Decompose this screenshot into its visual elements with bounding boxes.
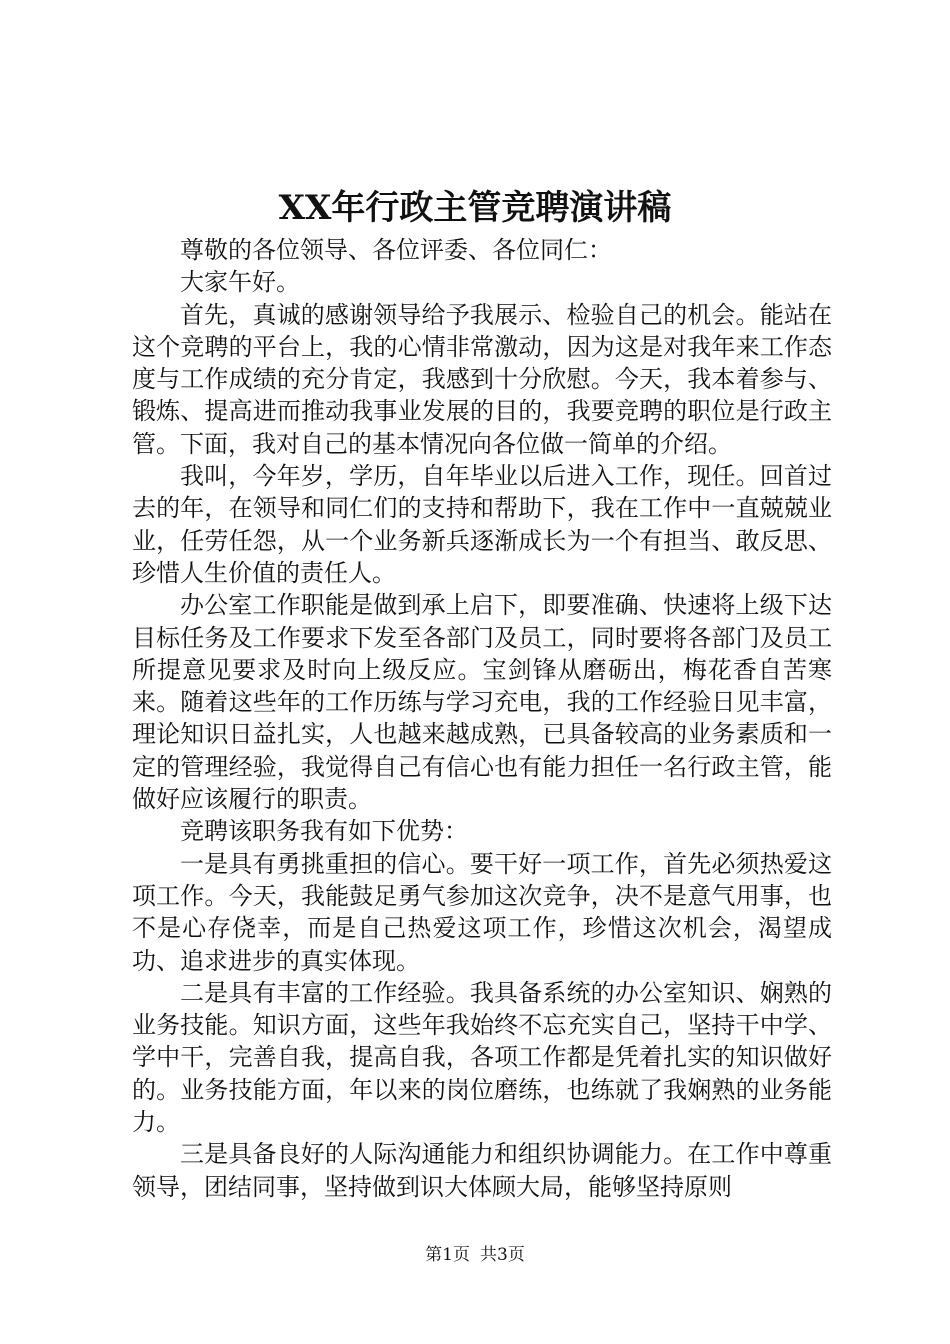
paragraph-advantages-intro: 竞聘该职务我有如下优势： xyxy=(180,817,468,846)
paragraph-advantage-one: 一是具有勇挑重担的信心。要干好一项工作，首先必须热爱这项工作。今天，我能鼓足勇气参加这次竞争，决不是意气用事，也不是心存侥幸，而是自己热爱这项工作，珍惜这次机会，渴望成功、追求进步的真实体现。 xyxy=(132,849,832,975)
paragraph-advantage-three: 三是具备良好的人际沟通能力和组织协调能力。在工作中尊重领导，团结同事，坚持做到识大体顾大局，能够坚持原则 xyxy=(132,1140,832,1201)
paragraph-office-duties: 办公室工作职能是做到承上启下，即要准确、快速将上级下达目标任务及工作要求下发至各部门及员工，同时要将各部门及员工所提意见要求及时向上级反应。宝剑锋从磨砺出，梅花香自苦寒来。随着这些年的工作历练与学习充电，我的工作经验日见丰富，理论知识日益扎实，人也越来越成熟，已具备较高的业务素质和一定的管理经验，我觉得自己有信心也有能力担任一名行政主管，能做好应该履行的职责。 xyxy=(132,591,832,814)
page-footer xyxy=(0,1243,950,1267)
paragraph-opening: 首先，真诚的感谢领导给予我展示、检验自己的机会。能站在这个竞聘的平台上，我的心情非常激动，因为这是对我年来工作态度与工作成绩的充分肯定，我感到十分欣慰。今天，我本着参与、锻炼、提高进而推动我事业发展的目的，我要竞聘的职位是行政主管。下面，我对自己的基本情况向各位做一简单的介绍。 xyxy=(132,300,832,458)
paragraph-greeting: 大家午好。 xyxy=(180,268,300,297)
page-total: 共3页 xyxy=(480,1245,525,1265)
document-body xyxy=(132,234,832,1203)
paragraph-salutation: 尊敬的各位领导、各位评委、各位同仁： xyxy=(180,236,612,264)
document-title: XX年行政主管竞聘演讲稿 xyxy=(278,188,672,228)
paragraph-self-introduction: 我叫，今年岁，学历，自年毕业以后进入工作，现任。回首过去的年，在领导和同仁们的支持和帮助下，我在工作中一直兢兢业业，任劳任怨，从一个业务新兵逐渐成长为一个有担当、敢反思、珍惜人生价值的责任人。 xyxy=(132,462,832,587)
page-number: 第1页 xyxy=(425,1245,470,1265)
paragraph-advantage-two: 二是具有丰富的工作经验。我具备系统的办公室知识、娴熟的业务技能。知识方面，这些年我始终不忘充实自己，坚持干中学、学中干，完善自我，提高自我，各项工作都是凭着扎实的知识做好的。业务技能方面，年以来的岗位磨练，也练就了我娴熟的业务能力。 xyxy=(132,978,832,1137)
